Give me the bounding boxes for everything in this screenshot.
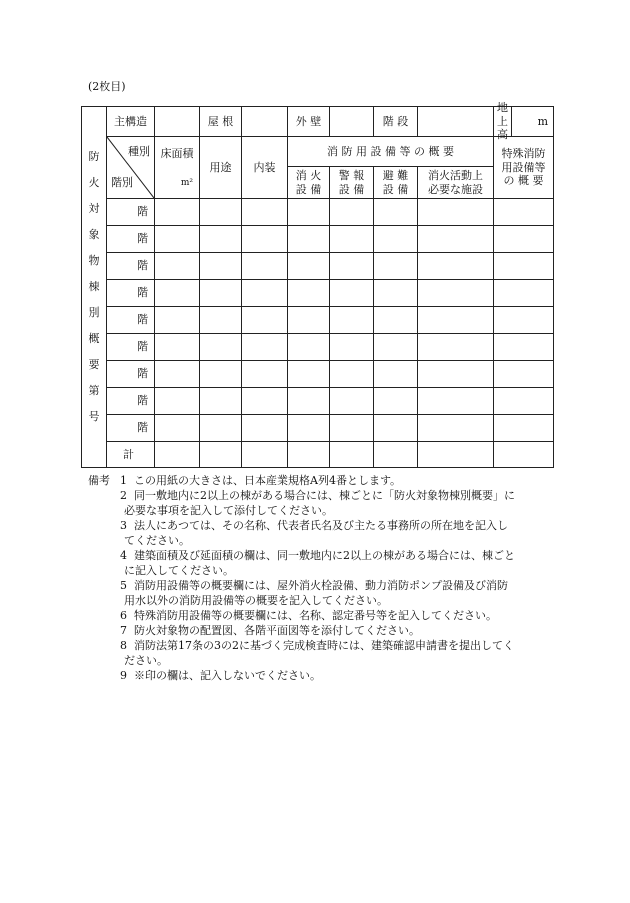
firefight-cell[interactable] bbox=[418, 226, 494, 253]
area-cell[interactable] bbox=[155, 280, 200, 307]
area-cell[interactable] bbox=[155, 253, 200, 280]
floor-row-label: 階 bbox=[107, 199, 155, 226]
use-cell[interactable] bbox=[200, 334, 242, 361]
firefight-line-1: 消火活動上 bbox=[428, 168, 483, 182]
note-item bbox=[88, 638, 558, 653]
firefight-cell[interactable] bbox=[418, 280, 494, 307]
note-text: 消防法第17条の3の2に基づく完成検査時には、建築確認申請書を提出してく bbox=[134, 639, 514, 652]
equipment-group-header: 消 防 用 設 備 等 の 概 要 bbox=[288, 137, 494, 167]
type-floor-header bbox=[107, 137, 155, 199]
floor-row-label: 階 bbox=[107, 415, 155, 442]
note-text: 法人にあつては、その名称、代表者氏名及び主たる事務所の所在地を記入し bbox=[134, 519, 508, 532]
fire-ext-cell[interactable] bbox=[288, 415, 330, 442]
evac-cell[interactable] bbox=[374, 388, 418, 415]
firefight-line-2: 必要な施設 bbox=[428, 182, 483, 196]
note-text: ※印の欄は、記入しないでください。 bbox=[134, 669, 321, 682]
roof-label: 屋 根 bbox=[200, 107, 242, 137]
sheet-label: (2枚目) bbox=[88, 80, 126, 93]
fire-ext-cell[interactable] bbox=[288, 361, 330, 388]
floor-row-label: 階 bbox=[107, 388, 155, 415]
evac-cell[interactable] bbox=[374, 226, 418, 253]
evacuation-header bbox=[374, 167, 418, 199]
note-item bbox=[88, 488, 558, 503]
area-cell[interactable] bbox=[155, 361, 200, 388]
special-cell[interactable] bbox=[494, 307, 554, 334]
notes-label: 備考 bbox=[88, 474, 110, 487]
floor-row-label: 階 bbox=[107, 307, 155, 334]
fire-ext-line-1: 消 火 bbox=[295, 168, 322, 182]
total-use-cell[interactable] bbox=[200, 442, 242, 468]
note-text-cont: ださい。 bbox=[124, 654, 168, 667]
total-label: 計 bbox=[107, 442, 155, 468]
note-number: 8 bbox=[120, 639, 127, 652]
total-fire-ext-cell[interactable] bbox=[288, 442, 330, 468]
fire-ext-cell[interactable] bbox=[288, 226, 330, 253]
interior-cell[interactable] bbox=[242, 226, 288, 253]
floor-row-label: 階 bbox=[107, 280, 155, 307]
note-text-cont: 用水以外の消防用設備等の概要を記入してください。 bbox=[124, 594, 388, 607]
floor-row bbox=[82, 361, 554, 388]
floor-row bbox=[82, 280, 554, 307]
firefight-cell[interactable] bbox=[418, 415, 494, 442]
total-evac-cell[interactable] bbox=[374, 442, 418, 468]
alarm-cell[interactable] bbox=[330, 388, 374, 415]
firefight-cell[interactable] bbox=[418, 388, 494, 415]
interior-header: 内装 bbox=[242, 137, 288, 199]
special-equipment-header bbox=[494, 137, 554, 199]
notes-section bbox=[88, 473, 558, 683]
special-cell[interactable] bbox=[494, 415, 554, 442]
firefight-cell[interactable] bbox=[418, 307, 494, 334]
use-cell[interactable] bbox=[200, 388, 242, 415]
use-cell[interactable] bbox=[200, 415, 242, 442]
alarm-header bbox=[330, 167, 374, 199]
floor-row-label: 階 bbox=[107, 253, 155, 280]
note-number: 7 bbox=[120, 624, 127, 637]
alarm-line-1: 警 報 bbox=[338, 168, 365, 182]
use-cell[interactable] bbox=[200, 307, 242, 334]
use-cell[interactable] bbox=[200, 253, 242, 280]
note-text: 特殊消防用設備等の概要欄には、名称、認定番号等を記入してください。 bbox=[134, 609, 497, 622]
note-number: 3 bbox=[120, 519, 127, 532]
special-line-3: の 概 要 bbox=[503, 174, 544, 188]
alarm-cell[interactable] bbox=[330, 334, 374, 361]
alarm-line-2: 設 備 bbox=[338, 182, 365, 196]
use-cell[interactable] bbox=[200, 361, 242, 388]
alarm-cell[interactable] bbox=[330, 226, 374, 253]
structure-value[interactable] bbox=[155, 107, 200, 137]
interior-cell[interactable] bbox=[242, 415, 288, 442]
area-cell[interactable] bbox=[155, 334, 200, 361]
area-unit: m² bbox=[180, 177, 193, 188]
total-row bbox=[82, 442, 554, 468]
floor-row-label: 階 bbox=[107, 226, 155, 253]
interior-cell[interactable] bbox=[242, 388, 288, 415]
evac-cell[interactable] bbox=[374, 253, 418, 280]
note-number: 2 bbox=[120, 489, 127, 502]
note-text-cont: 必要な事項を記入して添付してください。 bbox=[124, 504, 333, 517]
alarm-cell[interactable] bbox=[330, 199, 374, 226]
exterior-label: 外 壁 bbox=[288, 107, 330, 137]
note-item bbox=[88, 623, 558, 638]
area-cell[interactable] bbox=[155, 388, 200, 415]
roof-value[interactable] bbox=[242, 107, 288, 137]
special-cell[interactable] bbox=[494, 226, 554, 253]
evac-cell[interactable] bbox=[374, 280, 418, 307]
fire-extinguishing-header bbox=[288, 167, 330, 199]
note-number: 6 bbox=[120, 609, 127, 622]
stairs-value[interactable] bbox=[418, 107, 494, 137]
special-cell[interactable] bbox=[494, 280, 554, 307]
floor-row bbox=[82, 307, 554, 334]
total-area-cell[interactable] bbox=[155, 442, 200, 468]
note-text: 同一敷地内に2以上の棟がある場合には、棟ごとに「防火対象物棟別概要」に bbox=[134, 489, 515, 502]
floor-row bbox=[82, 199, 554, 226]
note-text: 建築面積及び延面積の欄は、同一敷地内に2以上の棟がある場合には、棟ごと bbox=[134, 549, 515, 562]
height-unit: m bbox=[537, 114, 548, 128]
floor-row bbox=[82, 253, 554, 280]
area-header bbox=[155, 137, 200, 199]
note-text: この用紙の大きさは、日本産業規格A列4番とします。 bbox=[134, 474, 402, 487]
interior-cell[interactable] bbox=[242, 334, 288, 361]
structure-label: 主構造 bbox=[107, 107, 155, 137]
floor-row bbox=[82, 226, 554, 253]
alarm-cell[interactable] bbox=[330, 253, 374, 280]
alarm-cell[interactable] bbox=[330, 307, 374, 334]
height-cell[interactable] bbox=[494, 100, 554, 142]
fire-ext-cell[interactable] bbox=[288, 334, 330, 361]
fire-ext-cell[interactable] bbox=[288, 253, 330, 280]
note-number: 9 bbox=[120, 669, 127, 682]
use-cell[interactable] bbox=[200, 280, 242, 307]
total-alarm-cell[interactable] bbox=[330, 442, 374, 468]
alarm-cell[interactable] bbox=[330, 415, 374, 442]
note-text: 消防用設備等の概要欄には、屋外消火栓設備、動力消防ポンプ設備及び消防 bbox=[134, 579, 508, 592]
floor-row-label: 階 bbox=[107, 361, 155, 388]
special-cell[interactable] bbox=[494, 199, 554, 226]
fire-ext-line-2: 設 備 bbox=[295, 182, 322, 196]
height-label: 地上高 bbox=[494, 107, 512, 136]
use-cell[interactable] bbox=[200, 199, 242, 226]
interior-cell[interactable] bbox=[242, 361, 288, 388]
alarm-cell[interactable] bbox=[330, 280, 374, 307]
type-label: 種別 bbox=[128, 145, 150, 158]
structure-row bbox=[82, 107, 554, 137]
note-number: 4 bbox=[120, 549, 127, 562]
stairs-label: 階 段 bbox=[374, 107, 418, 137]
fire-ext-cell[interactable] bbox=[288, 199, 330, 226]
fire-ext-cell[interactable] bbox=[288, 307, 330, 334]
floor-row bbox=[82, 415, 554, 442]
floor-row bbox=[82, 334, 554, 361]
firefight-cell[interactable] bbox=[418, 334, 494, 361]
firefight-cell[interactable] bbox=[418, 253, 494, 280]
area-cell[interactable] bbox=[155, 226, 200, 253]
use-cell[interactable] bbox=[200, 226, 242, 253]
special-cell[interactable] bbox=[494, 361, 554, 388]
exterior-value[interactable] bbox=[330, 107, 374, 137]
column-header-row-1 bbox=[82, 137, 554, 167]
area-label: 床面積 bbox=[160, 147, 194, 160]
building-summary-table bbox=[81, 100, 554, 468]
evac-cell[interactable] bbox=[374, 361, 418, 388]
evac-cell[interactable] bbox=[374, 334, 418, 361]
note-number: 1 bbox=[120, 474, 127, 487]
area-cell[interactable] bbox=[155, 415, 200, 442]
interior-cell[interactable] bbox=[242, 253, 288, 280]
note-item bbox=[88, 578, 558, 593]
note-text-cont: に記入してください。 bbox=[124, 564, 234, 577]
special-line-2: 用設備等 bbox=[501, 160, 546, 174]
floor-row bbox=[82, 388, 554, 415]
floor-row-label: 階 bbox=[107, 334, 155, 361]
interior-cell[interactable] bbox=[242, 307, 288, 334]
evac-cell[interactable] bbox=[374, 415, 418, 442]
note-text: 防火対象物の配置図、各階平面図等を添付してください。 bbox=[134, 624, 420, 637]
special-cell[interactable] bbox=[494, 334, 554, 361]
note-item bbox=[88, 518, 558, 533]
note-item bbox=[88, 473, 558, 488]
note-number: 5 bbox=[120, 579, 127, 592]
area-cell[interactable] bbox=[155, 307, 200, 334]
note-item bbox=[88, 608, 558, 623]
total-special-cell[interactable] bbox=[494, 442, 554, 468]
use-header: 用途 bbox=[200, 137, 242, 199]
fire-ext-cell[interactable] bbox=[288, 280, 330, 307]
fire-ext-cell[interactable] bbox=[288, 388, 330, 415]
total-interior-cell[interactable] bbox=[242, 442, 288, 468]
evac-line-1: 避 難 bbox=[382, 168, 409, 182]
firefight-cell[interactable] bbox=[418, 199, 494, 226]
interior-cell[interactable] bbox=[242, 280, 288, 307]
special-cell[interactable] bbox=[494, 388, 554, 415]
firefight-cell[interactable] bbox=[418, 361, 494, 388]
total-firefight-cell[interactable] bbox=[418, 442, 494, 468]
left-title: 防火対象物棟別概要第 号 bbox=[88, 150, 111, 423]
evac-cell[interactable] bbox=[374, 307, 418, 334]
area-cell[interactable] bbox=[155, 199, 200, 226]
note-item bbox=[88, 548, 558, 563]
floor-label: 階別 bbox=[111, 176, 133, 190]
evac-cell[interactable] bbox=[374, 199, 418, 226]
special-cell[interactable] bbox=[494, 253, 554, 280]
special-line-1: 特殊消防 bbox=[501, 146, 546, 160]
evac-line-2: 設 備 bbox=[382, 182, 409, 196]
note-item bbox=[88, 668, 558, 683]
alarm-cell[interactable] bbox=[330, 361, 374, 388]
left-title-cell bbox=[82, 107, 111, 468]
interior-cell[interactable] bbox=[242, 199, 288, 226]
note-text-cont: てください。 bbox=[124, 534, 190, 547]
firefighting-facility-header bbox=[418, 167, 494, 199]
